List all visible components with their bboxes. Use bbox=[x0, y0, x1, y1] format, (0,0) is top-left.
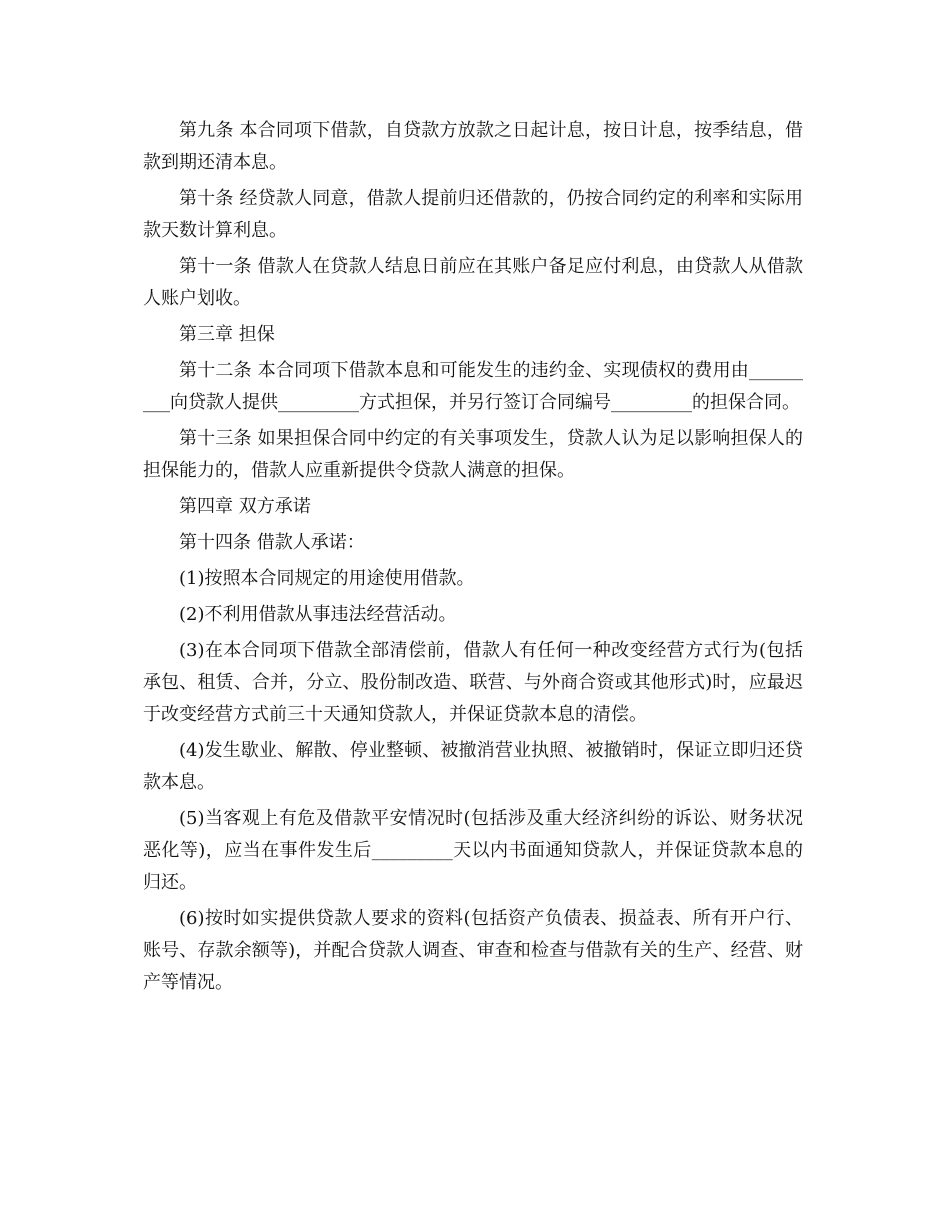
article-13: 第十三条 如果担保合同中约定的有关事项发生，贷款人认为足以影响担保人的担保能力的，借款人应重新提供令贷款人满意的担保。 bbox=[143, 428, 803, 481]
article-10: 第十条 经贷款人同意，借款人提前归还借款的，仍按合同约定的利率和实际用款天数计算利息。 bbox=[143, 188, 803, 241]
document-page bbox=[143, 115, 803, 1003]
commitment-1: (1)按照本合同规定的用途使用借款。 bbox=[179, 568, 475, 589]
commitment-4: (4)发生歇业、解散、停业整顿、被撤消营业执照、被撤销时，保证立即归还贷款本息。 bbox=[143, 740, 803, 793]
article-11: 第十一条 借款人在贷款人结息日前应在其账户备足应付利息，由贷款人从借款人账户划收。 bbox=[143, 256, 803, 309]
commitment-6: (6)按时如实提供贷款人要求的资料(包括资产负债表、损益表、所有开户行、账号、存款余额等)，并配合贷款人调查、审查和检查与借款有关的生产、经营、财产等情况。 bbox=[143, 908, 803, 993]
commitment-2: (2)不利用借款从事违法经营活动。 bbox=[179, 604, 457, 625]
chapter-3-heading: 第三章 担保 bbox=[179, 324, 275, 345]
article-12: 第十二条 本合同项下借款本息和可能发生的违约金、实现债权的费用由_________向贷款人提供_________方式担保，并另行签订合同编号_________的担保合同。 bbox=[143, 360, 803, 413]
article-9: 第九条 本合同项下借款，自贷款方放款之日起计息，按日计息，按季结息，借款到期还清本息。 bbox=[143, 120, 803, 173]
chapter-4-heading: 第四章 双方承诺 bbox=[179, 496, 311, 517]
commitment-5: (5)当客观上有危及借款平安情况时(包括涉及重大经济纠纷的诉讼、财务状况恶化等)，应当在事件发生后_________天以内书面通知贷款人，并保证贷款本息的归还。 bbox=[143, 808, 803, 893]
commitment-3: (3)在本合同项下借款全部清偿前，借款人有任何一种改变经营方式行为(包括承包、租赁、合并，分立、股份制改造、联营、与外商合资或其他形式)时，应最迟于改变经营方式前三十天通知贷款人，并保证贷款本息的清偿。 bbox=[143, 640, 803, 725]
article-14: 第十四条 借款人承诺： bbox=[179, 532, 365, 553]
